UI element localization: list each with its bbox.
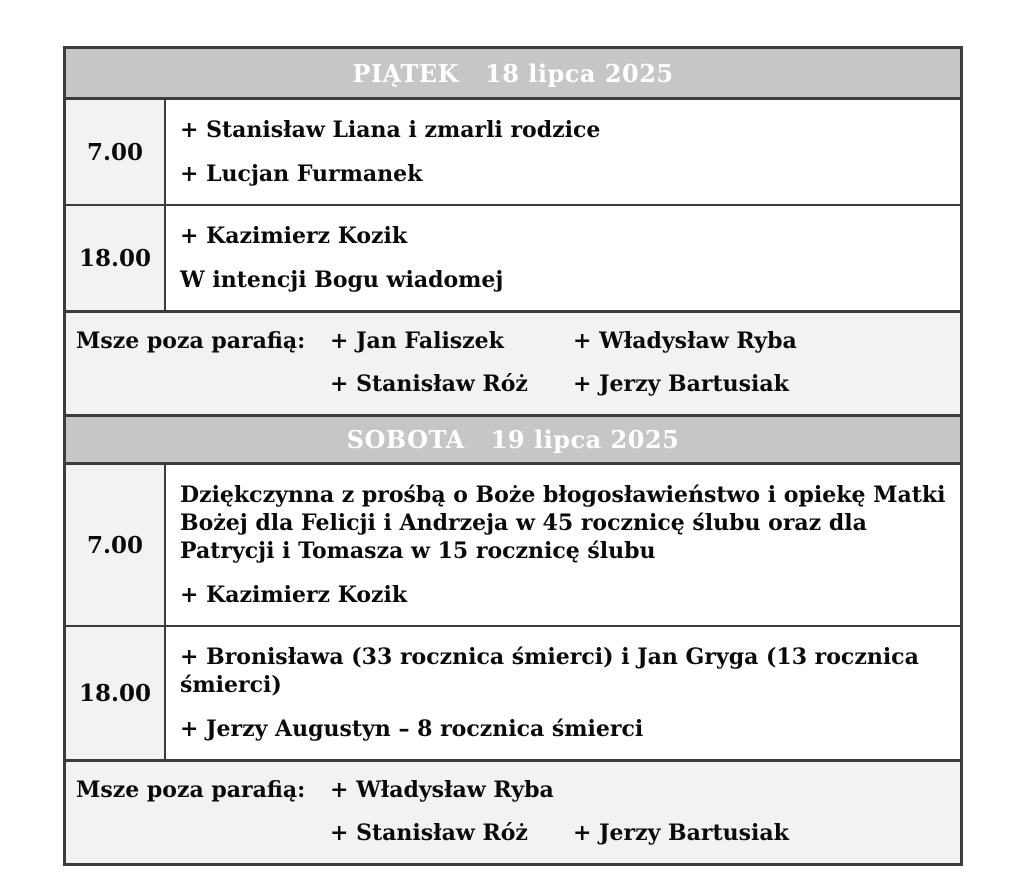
intention-line: Dziękczynna z prośbą o Boże błogosławieństwo i opiekę Matki Bożej dla Felicji i Andrzeja w 45 rocznicę ślubu oraz dla Patrycji i Tomasza w 15 rocznicę ślubu <box>180 482 946 564</box>
mass-intentions <box>166 100 960 204</box>
mass-time: 18.00 <box>66 206 166 310</box>
day-name: SOBOTA <box>346 425 465 454</box>
outside-parish-name: + Władysław Ryba <box>330 777 554 803</box>
day-date: 18 lipca 2025 <box>485 58 674 88</box>
outside-parish-spacer <box>76 370 330 398</box>
outside-parish-grid <box>66 762 960 863</box>
outside-parish-spacer <box>76 819 330 847</box>
intention-line: + Jerzy Augustyn – 8 rocznica śmierci <box>180 716 644 742</box>
outside-parish-name: + Jan Faliszek <box>330 328 504 354</box>
mass-row-saturday-evening <box>66 625 960 759</box>
day-header-saturday <box>66 414 960 465</box>
mass-intentions <box>166 627 960 759</box>
day-name: PIĄTEK <box>352 58 459 88</box>
mass-row-friday-evening <box>66 204 960 310</box>
mass-time: 7.00 <box>66 100 166 204</box>
mass-time: 7.00 <box>66 465 166 625</box>
outside-parish-name: + Jerzy Bartusiak <box>573 820 789 846</box>
intention-line: + Lucjan Furmanek <box>180 161 423 187</box>
intention-line: + Bronisława (33 rocznica śmierci) i Jan Gryga (13 rocznica śmierci) <box>180 644 919 698</box>
outside-parish-row-friday <box>66 310 960 414</box>
outside-parish-name: + Władysław Ryba <box>573 328 797 354</box>
outside-parish-name <box>573 776 954 804</box>
day-header-friday <box>66 49 960 100</box>
outside-parish-grid <box>66 313 960 414</box>
outside-parish-name: + Stanisław Róż <box>330 820 528 846</box>
outside-parish-name: + Jerzy Bartusiak <box>573 371 789 397</box>
mass-row-friday-morning <box>66 100 960 204</box>
day-date: 19 lipca 2025 <box>490 425 680 454</box>
intention-line: + Stanisław Liana i zmarli rodzice <box>180 117 601 143</box>
outside-parish-label: Msze poza parafią: <box>76 777 306 803</box>
mass-intentions <box>166 465 960 625</box>
outside-parish-row-saturday <box>66 759 960 863</box>
mass-row-saturday-morning <box>66 465 960 625</box>
outside-parish-name: + Stanisław Róż <box>330 371 528 397</box>
outside-parish-label: Msze poza parafią: <box>76 328 306 354</box>
intention-line: W intencji Bogu wiadomej <box>180 267 504 293</box>
intention-line: + Kazimierz Kozik <box>180 582 408 608</box>
mass-intentions-table <box>63 46 963 866</box>
mass-time: 18.00 <box>66 627 166 759</box>
mass-intentions <box>166 206 960 310</box>
intention-line: + Kazimierz Kozik <box>180 223 408 249</box>
